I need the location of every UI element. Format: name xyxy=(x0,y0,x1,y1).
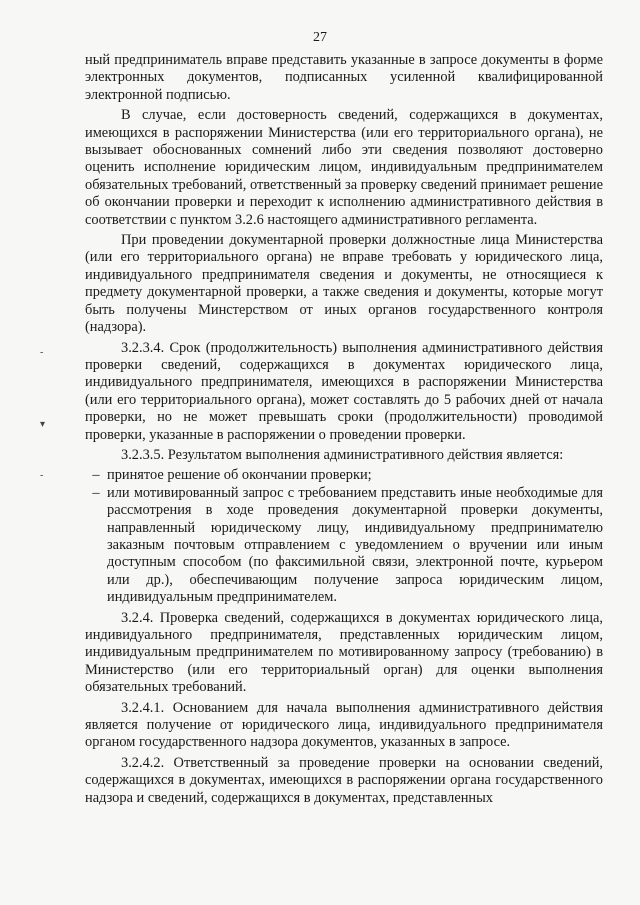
margin-mark: ▾ xyxy=(40,419,46,430)
paragraph: 3.2.4.1. Основанием для начала выполнения административного действия является получение от юридического лица, индивидуального предпринимателя органом государственного надзора документов, указанных в запросе. xyxy=(85,699,603,751)
document-body xyxy=(85,52,603,810)
paragraph: 3.2.3.4. Срок (продолжительность) выполнения административного действия проверки сведений, содержащихся в документах юридического лица, индивидуального предпринимателя, имеющихся в распоряжении Министерства (или его территориального органа), может составлять до 5 рабочих дней от начала проверки, но не может превышать сроки (продолжительности) проводимой проверки, указанные в распоряжении о проведении проверки. xyxy=(85,339,603,443)
list-item-text: или мотивированный запрос с требованием представить иные необходимые для рассмотрения в ходе проведения документарной проверки документы, направленный юридическому лицу, индивидуальному предпринимателю заказным почтовым отправлением с уведомлением о вручении или иным доступным способом (по факсимильной связи, электронной почте, курьером или др.), обеспечивающим получение запроса юридическим лицом, индивидуальным предпринимателем. xyxy=(107,484,603,606)
page-number: 27 xyxy=(313,30,327,45)
list-item xyxy=(85,467,603,484)
paragraph: 3.2.3.5. Результатом выполнения административного действия является: xyxy=(121,446,564,463)
list-item xyxy=(85,485,603,607)
list-dash: – xyxy=(92,484,100,501)
result-list xyxy=(85,467,603,606)
paragraph: 3.2.4.2. Ответственный за проведение проверки на основании сведений, содержащихся в документах, имеющихся в распоряжении органа государственного надзора и сведений, содержащихся в документах, представленных xyxy=(85,754,603,806)
margin-mark: - xyxy=(40,347,44,358)
paragraph: В случае, если достоверность сведений, содержащихся в документах, имеющихся в распоряжении Министерства (или его территориального органа), не вызывает обоснованных сомнений либо эти сведения позволяют достоверно оценить исполнение юридическим лицом, индивидуальным предпринимателем обязательных требований, ответственный за проверку сведений принимает решение об окончании проверки и переходит к исполнению административного действия в соответствии с пунктом 3.2.6 настоящего административного регламента. xyxy=(85,107,603,228)
paragraph: ный предприниматель вправе представить указанные в запросе документы в форме электронных документов, подписанных усиленной квалифицированной электронной подписью. xyxy=(85,52,603,103)
list-dash: – xyxy=(92,467,100,484)
paragraph: При проведении документарной проверки должностные лица Министерства (или его территориального органа) не вправе требовать у юридического лица, индивидуального предпринимателя сведения и документы, не относящиеся к предмету документарной проверки, а также сведения и документы, которые могут быть получены Минстерством от иных органов государственного контроля (надзора). xyxy=(85,232,603,336)
paragraph: 3.2.4. Проверка сведений, содержащихся в документах юридического лица, индивидуального предпринимателя, представленных юридическим лицом, индивидуальным предпринимателем по мотивированному запросу (требованию) в Министерство (или его территориальный орган) для оценки выполнения обязательных требований. xyxy=(85,609,603,696)
list-item-text: принятое решение об окончании проверки; xyxy=(107,467,372,484)
margin-mark: - xyxy=(40,470,44,481)
